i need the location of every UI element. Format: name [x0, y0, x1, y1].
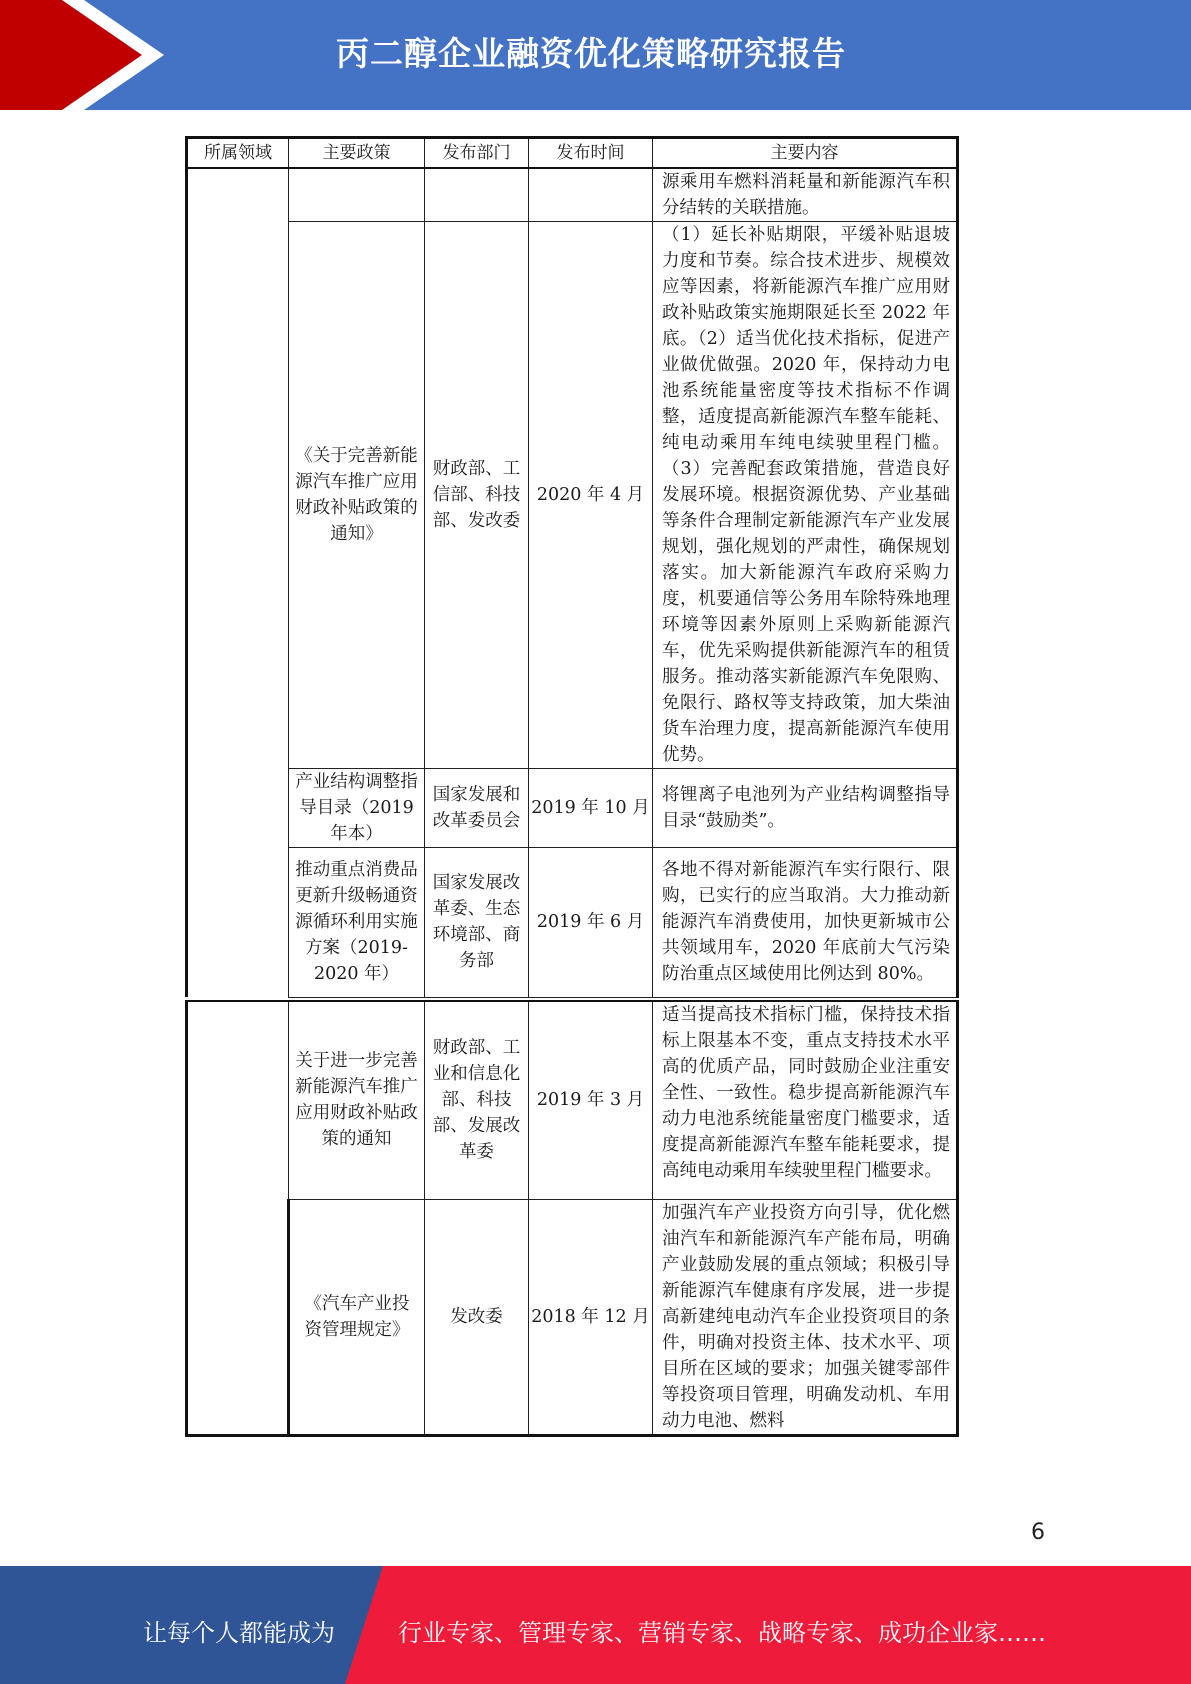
policy-cell: 推动重点消费品更新升级畅通资源循环利用实施方案（2019-2020 年） [289, 847, 425, 997]
content-cell: 各地不得对新能源汽车实行限行、限购，已实行的应当取消。大力推动新能源汽车消费使用，加快更新城市公共领域用车，2020 年底前大气污染防治重点区域使用比例达到 80%。 [653, 847, 958, 997]
table-row [187, 768, 958, 847]
header-dept: 发布部门 [425, 138, 529, 168]
header-policy: 主要政策 [289, 138, 425, 168]
dept-cell: 财政部、工业和信息化部、科技部、发展改革委 [425, 1001, 529, 1199]
content-cell: 源乘用车燃料消耗量和新能源汽车积分结转的关联措施。 [653, 168, 958, 222]
field-cell [187, 168, 289, 998]
header-content: 主要内容 [653, 138, 958, 168]
time-cell: 2019 年 3 月 [529, 1001, 653, 1199]
time-cell [529, 168, 653, 222]
policy-table-part1 [185, 136, 959, 998]
dept-cell: 国家发展改革委、生态环境部、商务部 [425, 847, 529, 997]
page-header [0, 0, 1191, 110]
dept-cell: 国家发展和改革委员会 [425, 768, 529, 847]
header-field: 所属领域 [187, 138, 289, 168]
header-title: 丙二醇企业融资优化策略研究报告 [336, 34, 846, 73]
policy-table-part2 [185, 1000, 959, 1437]
time-cell: 2019 年 6 月 [529, 847, 653, 997]
header-time: 发布时间 [529, 138, 653, 168]
policy-cell: 《关于完善新能源汽车推广应用财政补贴政策的通知》 [289, 221, 425, 768]
page-number: 6 [1031, 1520, 1045, 1545]
table-header-row [187, 138, 958, 168]
content-cell: 适当提高技术指标门槛，保持技术指标上限基本不变，重点支持技术水平高的优质产品，同时鼓励企业注重安全性、一致性。稳步提高新能源汽车动力电池系统能量密度门槛要求，适度提高新能源汽车整车能耗要求，提高纯电动乘用车续驶里程门槛要求。 [653, 1001, 958, 1199]
field-cell [187, 1001, 289, 1435]
table-row [187, 221, 958, 768]
time-cell: 2019 年 10 月 [529, 768, 653, 847]
page-footer [0, 1566, 1191, 1684]
policy-cell [289, 168, 425, 222]
time-cell: 2020 年 4 月 [529, 221, 653, 768]
footer-slogan-right: 行业专家、管理专家、营销专家、战略专家、成功企业家…… [398, 1619, 1046, 1647]
dept-cell: 发改委 [425, 1199, 529, 1435]
time-cell: 2018 年 12 月 [529, 1199, 653, 1435]
table-row [187, 847, 958, 997]
dept-cell: 财政部、工信部、科技部、发改委 [425, 221, 529, 768]
content-cell: 加强汽车产业投资方向引导，优化燃油汽车和新能源汽车产能布局，明确产业鼓励发展的重点领域；积极引导新能源汽车健康有序发展，进一步提高新建纯电动汽车企业投资项目的条件，明确对投资主体、技术水平、项目所在区域的要求；加强关键零部件等投资项目管理，明确发动机、车用动力电池、燃料 [653, 1199, 958, 1435]
table-row [187, 168, 958, 222]
policy-cell: 关于进一步完善新能源汽车推广应用财政补贴政策的通知 [289, 1001, 425, 1199]
table-row [187, 1001, 958, 1199]
table-row [187, 1199, 958, 1435]
policy-cell: 《汽车产业投资管理规定》 [289, 1199, 425, 1435]
content-cell: （1）延长补贴期限，平缓补贴退坡力度和节奏。综合技术进步、规模效应等因素，将新能源汽车推广应用财政补贴政策实施期限延长至 2022 年底。（2）适当优化技术指标，促进产业做优做强。2020 年，保持动力电池系统能量密度等技术指标不作调整，适度提高新能源汽车整车能耗、纯电动乘用车纯电续驶里程门槛。（3）完善配套政策措施，营造良好发展环境。根据资源优势、产业基础等条件合理制定新能源汽车产业发展规划，强化规划的严肃性，确保规划落实。加大新能源汽车政府采购力度，机要通信等公务用车除特殊地理环境等因素外原则上采购新能源汽车，优先采购提供新能源汽车的租赁服务。推动落实新能源汽车免限购、免限行、路权等支持政策，加大柴油货车治理力度，提高新能源汽车使用优势。 [653, 221, 958, 768]
policy-cell: 产业结构调整指导目录（2019 年本） [289, 768, 425, 847]
footer-slogan-left: 让每个人都能成为 [143, 1619, 335, 1647]
dept-cell [425, 168, 529, 222]
content-cell: 将锂离子电池列为产业结构调整指导目录“鼓励类”。 [653, 768, 958, 847]
